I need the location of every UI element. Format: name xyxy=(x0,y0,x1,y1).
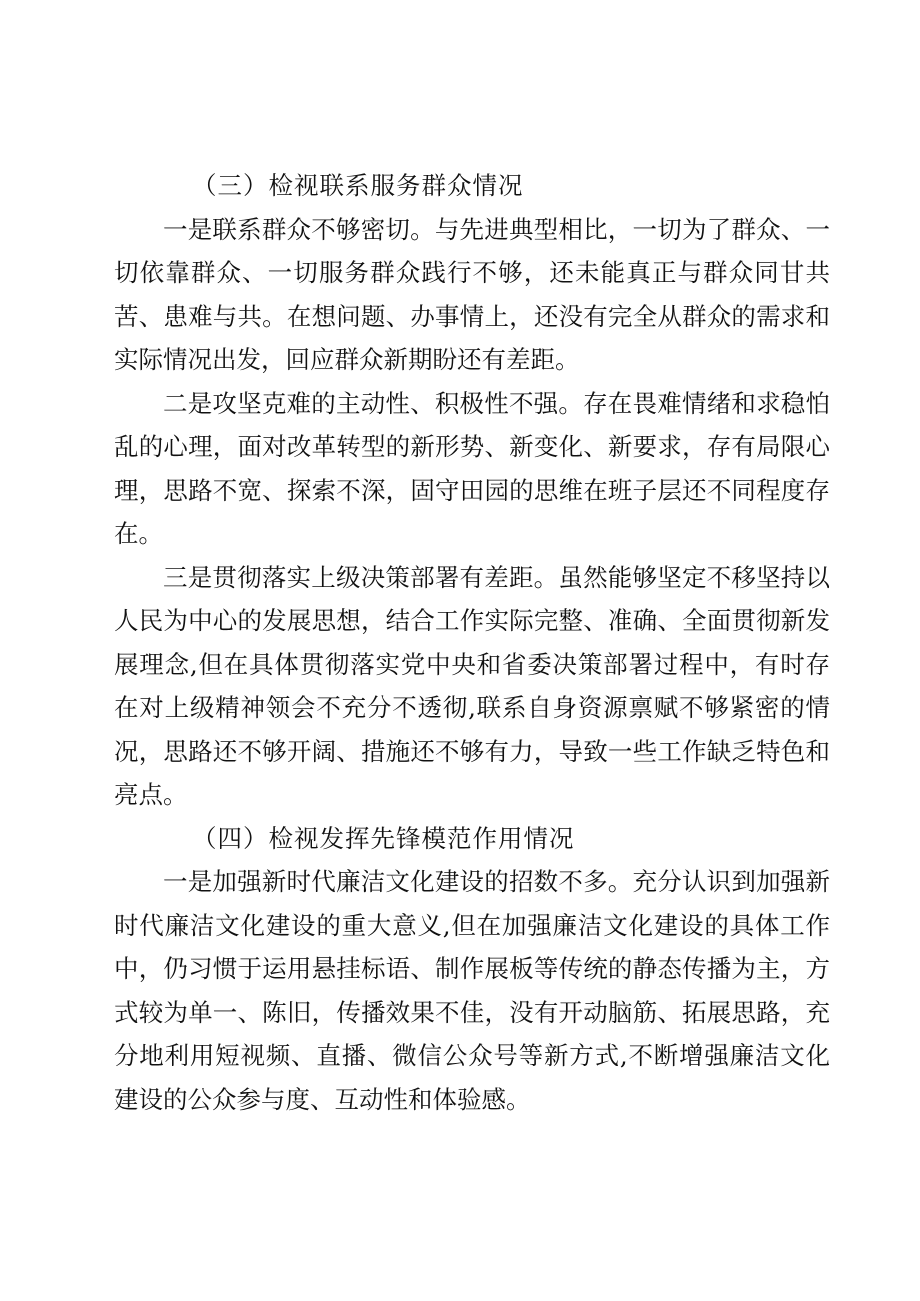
paragraph-implement-decisions: 三是贯彻落实上级决策部署有差距。虽然能够坚定不移坚持以人民为中心的发展思想，结合工作实际完整、准确、全面贯彻新发展理念,但在具体贯彻落实党中央和省委决策部署过程中，有时存在对上级精神领会不充分不透彻,联系自身资源禀赋不够紧密的情况，思路还不够开阔、措施还不够有力，导致一些工作缺乏特色和亮点。 xyxy=(114,562,830,809)
paragraph-overcome-difficulties: 二是攻坚克难的主动性、积极性不强。存在畏难情绪和求稳怕乱的心理，面对改革转型的新形势、新变化、新要求，存有局限心理，思路不宽、探索不深，固守田园的思维在班子层还不同程度存在。 xyxy=(114,388,830,548)
paragraph-clean-culture: 一是加强新时代廉洁文化建设的招数不多。充分认识到加强新时代廉洁文化建设的重大意义,但在加强廉洁文化建设的具体工作中，仍习惯于运用悬挂标语、制作展板等传统的静态传播为主，方式较为单一、陈旧，传播效果不佳，没有开动脑筋、拓展思路，充分地利用短视频、直播、微信公众号等新方式,不断增强廉洁文化建设的公众参与度、互动性和体验感。 xyxy=(114,867,830,1114)
section-heading-3: （三）检视联系服务群众情况 xyxy=(192,171,524,200)
section-heading-4: （四）检视发挥先锋模范作用情况 xyxy=(192,823,575,853)
paragraph-contact-masses: 一是联系群众不够密切。与先进典型相比，一切为了群众、一切依靠群众、一切服务群众践行不够，还未能真正与群众同甘共苦、患难与共。在想问题、办事情上，还没有完全从群众的需求和实际情况出发，回应群众新期盼还有差距。 xyxy=(114,214,830,374)
document-body xyxy=(114,164,830,1121)
